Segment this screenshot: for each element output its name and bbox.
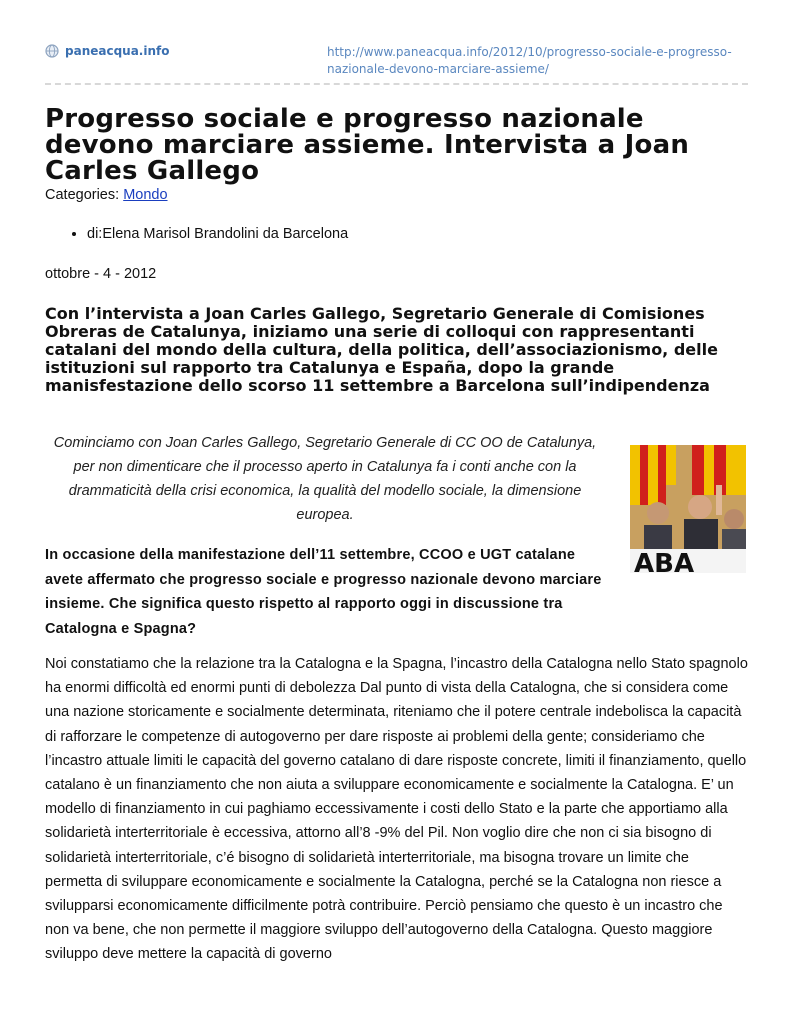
article-lead: Con l’intervista a Joan Carles Gallego, Segretario Generale di Comisiones Obreras de Catalunya, iniziamo una serie di colloqui con rappresentanti catalani del mondo della cultura, della politica, dell’associazionismo, delle istituzioni sul rapporto tra Catalunya e España, dopo la grande manisfestazione dello scorso 11 settembre a Barcelona sull’indipendenza — [45, 304, 718, 395]
interview-question: In occasione della manifestazione dell’11 settembre, CCOO e UGT catalane avete affermato che progresso sociale e progresso nazionale devono marciare insieme. Che significa questo rispetto al rapporto oggi in discussione tra Catalogna e Spagna? — [45, 547, 602, 637]
article-date: ottobre - 4 - 2012 — [45, 266, 157, 282]
article-photo — [630, 445, 746, 573]
interview-answer: Noi constatiamo che la relazione tra la Catalogna e la Spagna, l’incastro della Catalogna nello Stato spagnolo ha enormi difficoltà ed enormi punti di debolezza Dal punto di vista della Catalogna, che si considera come una nazione storicamente e socialmente determinata, riteniamo che il potere centrale indebolisca la capacità di rafforzare le competenze di autogoverno per dare risposte ai problemi della gente; consideriamo che l’incastro attuale limiti le capacità del governo catalano di dare risposte concrete, limiti il finanziamento, quello catalano è un finanziamento che non aiuta a sviluppare economicamente e socialmente la Catalogna. E’ un modello di finanziamento in cui paghiamo eccessivamente i costi dello Stato e la parte che apportiamo alla solidarietà interterritoriale è eccessiva, attorno all’8 -9% del Pil. Non voglio dire che non ci sia bisogno di solidarietà interterritoriale, c’é bisogno di solidarietà interterritoriale, ma bisogna trovare un limite che permetta di sviluppare economicamente e socialmente la Catalogna, perché se la Catalogna non riesce a svilupparsi economicamente difficilmente potrà contribuire. Perciò pensiamo che questo è un incastro che non va bene, che non permette il maggiore sviluppo dell’autogoverno della Catalogna. Questo maggiore sviluppo deve mettere la capacità di governo — [45, 656, 748, 963]
page-url[interactable]: http://www.paneacqua.info/2012/10/progresso-sociale-e-progresso-nazionale-devono-marciare-assieme/ — [327, 45, 732, 76]
globe-icon — [45, 44, 59, 58]
page-header — [45, 44, 748, 84]
author-list — [45, 226, 348, 242]
site-brand[interactable] — [45, 44, 170, 58]
header-divider — [45, 83, 748, 85]
category-link-mondo[interactable]: Mondo — [123, 187, 168, 203]
categories — [45, 187, 168, 203]
categories-label: Categories: — [45, 187, 120, 203]
site-name[interactable]: paneacqua.info — [65, 44, 170, 58]
author-byline: • di:Elena Marisol Brandolini da Barcelona — [87, 226, 348, 242]
photo-banner-text: ABA — [634, 549, 695, 573]
intro-quote: Cominciamo con Joan Carles Gallego, Segretario Generale di CC OO de Catalunya, per non dimenticare che il processo aperto in Catalunya fa i conti anche con la drammaticità della crisi economica, la qualità del modello sociale, la dimensione europea. — [53, 435, 597, 523]
article-title: Progresso sociale e progresso nazionale devono marciare assieme. Intervista a Joan Carles Gallego — [45, 104, 690, 186]
